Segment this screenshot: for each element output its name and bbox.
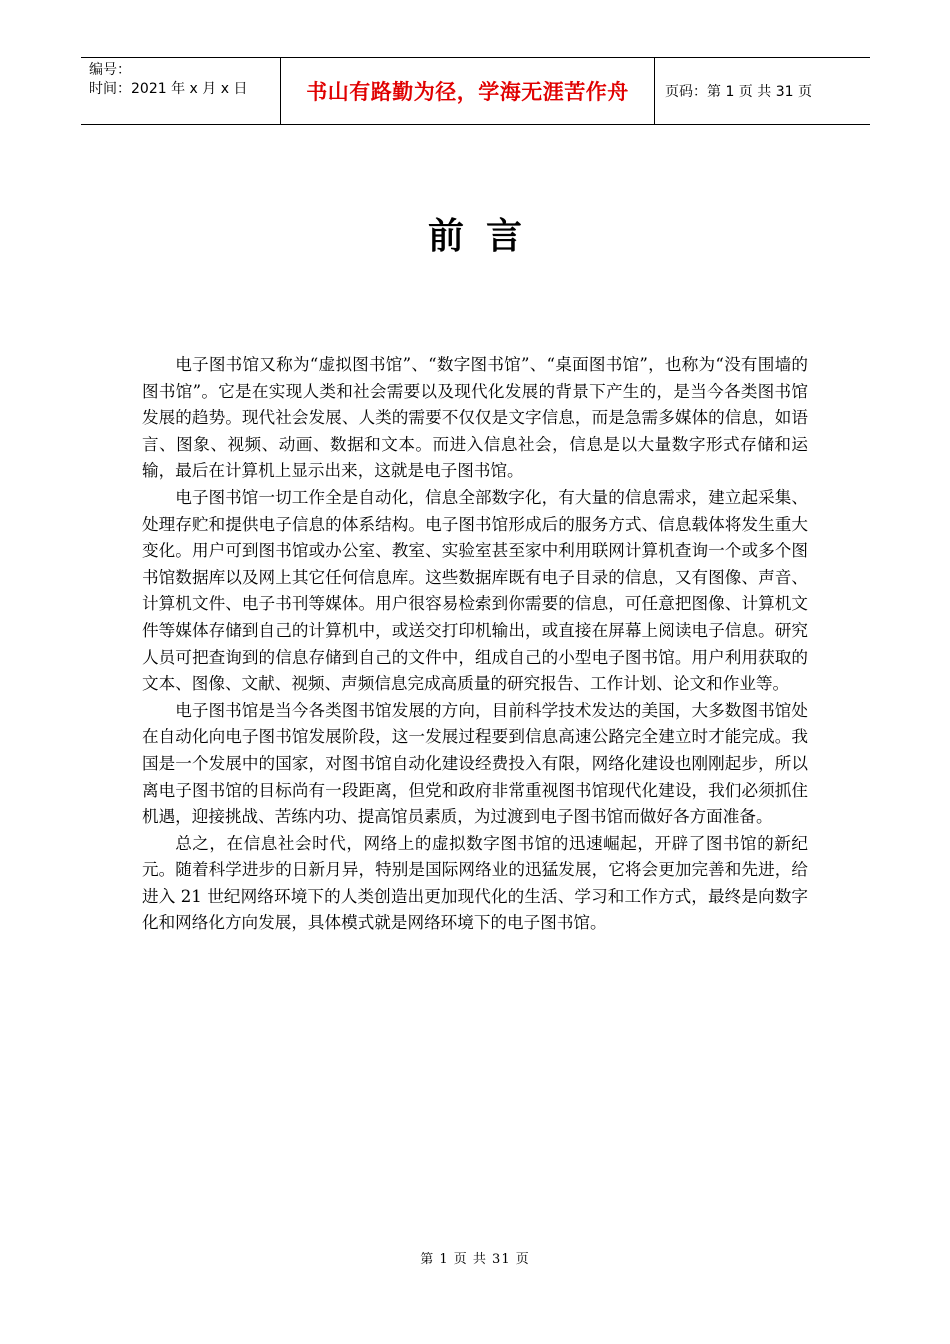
page-footer: 第 1 页 共 31 页 [420,1252,530,1267]
document-body [142,352,808,937]
paragraph: 总之，在信息社会时代，网络上的虚拟数字图书馆的迅速崛起，开辟了图书馆的新纪元。随着科学进步的日新月异，特别是国际网络业的迅猛发展，它将会更加完善和先进，给进入 21 世纪网络环境下的人类创造出更加现代化的生活、学习和工作方式，最终是向数字化和网络化方向发展，具体模式就是网络环境下的电子图书馆。 [142,833,808,933]
document-title: 前言 [427,216,544,257]
header-meta [81,58,281,124]
serial-number-label: 编号： [89,62,131,78]
paragraph: 电子图书馆是当今各类图书馆发展的方向，目前科学技术发达的美国，大多数图书馆处在自动化向电子图书馆发展阶段，这一发展过程要到信息高速公路完全建立时才能完成。我国是一个发展中的国家，对图书馆自动化建设经费投入有限，网络化建设也刚刚起步，所以离电子图书馆的目标尚有一段距离，但党和政府非常重视图书馆现代化建设，我们必须抓住机遇，迎接挑战、苦练内功、提高馆员素质，为过渡到电子图书馆而做好各方面准备。 [142,700,808,827]
header-motto: 书山有路勤为径，学海无涯苦作舟 [281,58,655,124]
paragraph: 电子图书馆又称为“虚拟图书馆”、“数字图书馆”、“桌面图书馆”，也称为“没有围墙的图书馆”。它是在实现人类和社会需要以及现代化发展的背景下产生的，是当今各类图书馆发展的趋势。现代社会发展、人类的需要不仅仅是文字信息，而是急需多媒体的信息，如语言、图象、视频、动画、数据和文本。而进入信息社会，信息是以大量数字形式存储和运输，最后在计算机上显示出来，这就是电子图书馆。 [142,355,808,481]
header-page-info: 页码：第 1 页 共 31 页 [665,84,812,100]
date-label: 时间：2021 年 x 月 x 日 [89,81,248,97]
page-header [81,57,870,125]
paragraph: 电子图书馆一切工作全是自动化，信息全部数字化，有大量的信息需求，建立起采集、处理存贮和提供电子信息的体系结构。电子图书馆形成后的服务方式、信息载体将发生重大变化。用户可到图书馆或办公室、教室、实验室甚至家中利用联网计算机查询一个或多个图书馆数据库以及网上其它任何信息库。这些数据库既有电子目录的信息，又有图像、声音、计算机文件、电子书刊等媒体。用户很容易检索到你需要的信息，可任意把图像、计算机文件等媒体存储到自己的计算机中，或送交打印机输出，或直接在屏幕上阅读电子信息。研究人员可把查询到的信息存储到自己的文件中，组成自己的小型电子图书馆。用户利用获取的文本、图像、文献、视频、声频信息完成高质量的研究报告、工作计划、论文和作业等。 [142,487,808,694]
